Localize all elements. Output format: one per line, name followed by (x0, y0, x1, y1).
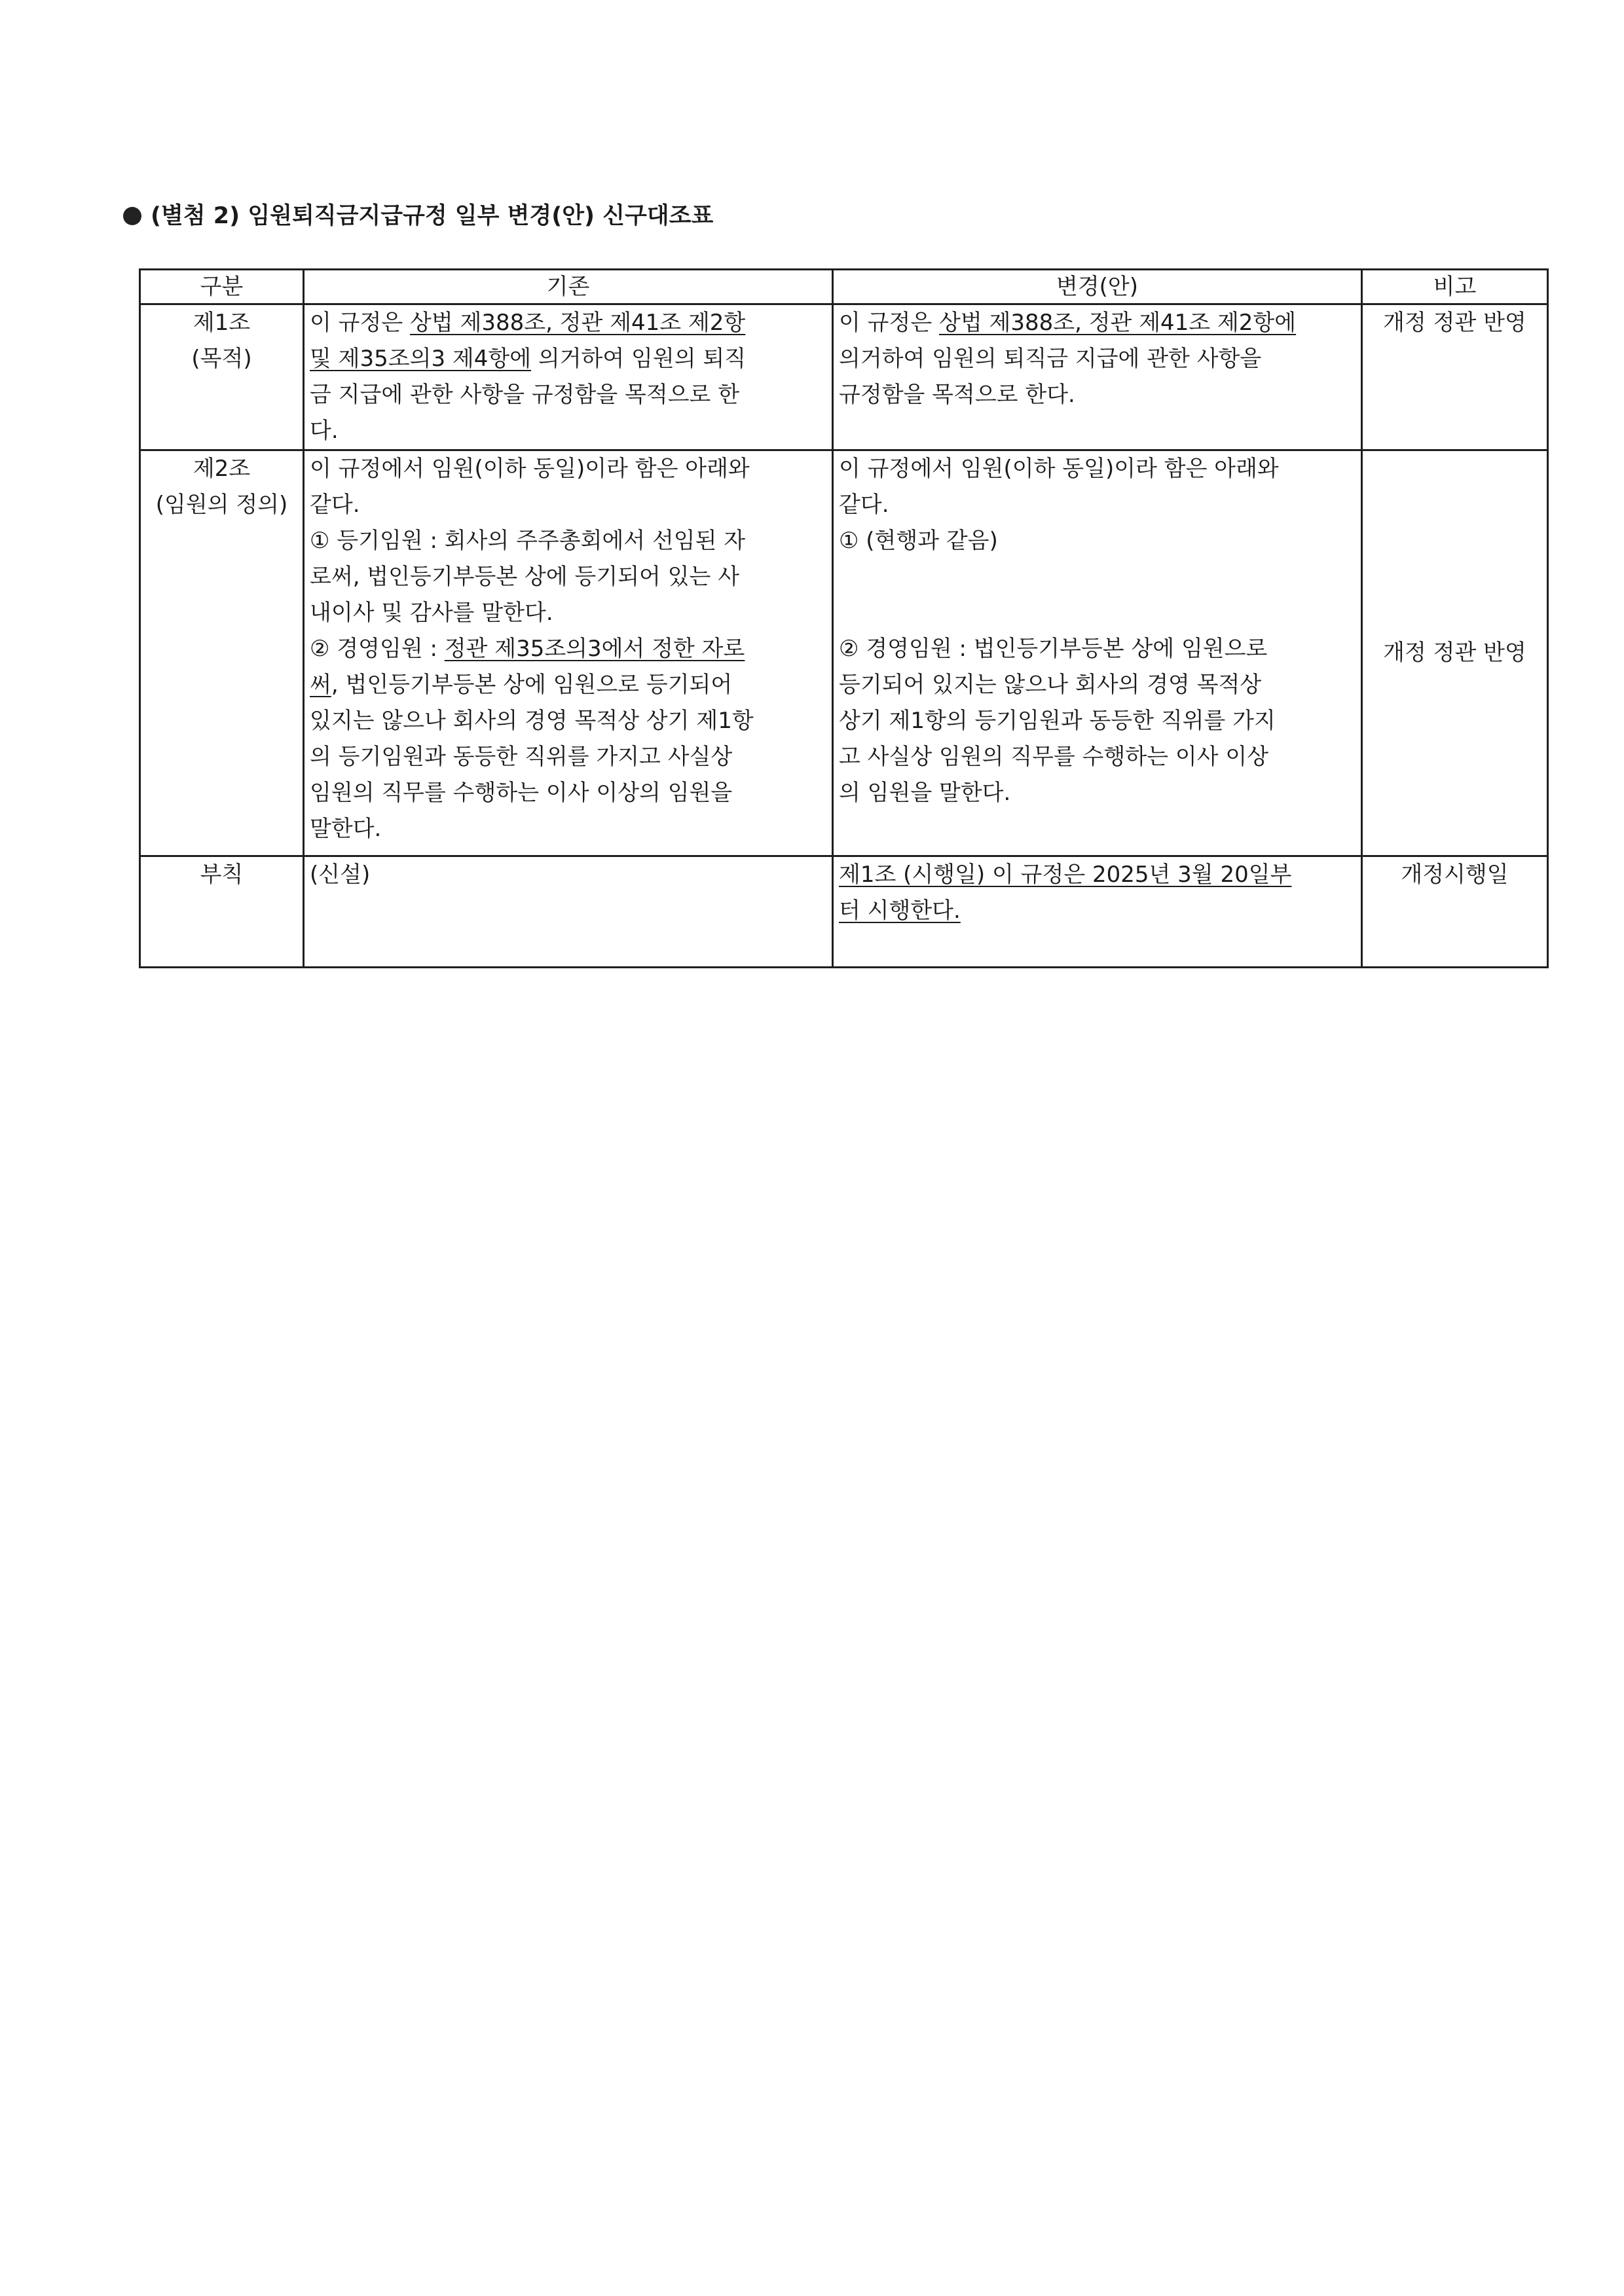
proposed-text-cell (833, 856, 1362, 968)
header-existing: 기존 (304, 270, 833, 304)
existing-line: (신설) (310, 862, 371, 888)
proposed-line: 고 사실상 임원의 직무를 수행하는 이사 이상 (839, 744, 1269, 770)
existing-line: 이 규정에서 임원(이하 동일)이라 함은 아래와 (310, 456, 750, 482)
underlined-text: 써 (310, 672, 331, 698)
underlined-text: 상법 제388조, 정관 제41조 제2항에 (939, 310, 1297, 336)
underlined-text: 정관 제35조의3에서 정한 자로 (444, 636, 745, 662)
existing-line: 있지는 않으나 회사의 경영 목적상 상기 제1항 (310, 708, 754, 734)
underlined-text: 제1조 (시행일) 이 규정은 2025년 3월 20일부 (839, 862, 1292, 888)
article-number: 제1조 (193, 310, 251, 336)
table-header-row (140, 270, 1548, 304)
row-category-cell (140, 450, 304, 856)
spacer (839, 595, 1356, 631)
existing-text-cell (304, 304, 833, 450)
text-run: 이 규정은 (839, 310, 939, 336)
addendum-label: 부칙 (200, 862, 244, 888)
table-row-article1 (140, 304, 1548, 450)
table-row-article2 (140, 450, 1548, 856)
existing-text-cell (304, 856, 833, 968)
underlined-text: 상법 제388조, 정관 제41조 제2항 (410, 310, 746, 336)
existing-line: 임원의 직무를 수행하는 이사 이상의 임원을 (310, 780, 733, 806)
underlined-text: 터 시행한다. (839, 898, 961, 924)
proposed-line: 의거하여 임원의 퇴직금 지급에 관한 사항을 (839, 346, 1262, 372)
table-row-addendum (140, 856, 1548, 968)
comparison-table (139, 268, 1549, 968)
header-note: 비고 (1362, 270, 1548, 304)
existing-line: 내이사 및 감사를 말한다. (310, 600, 553, 626)
existing-line: 의 등기임원과 동등한 직위를 가지고 사실상 (310, 744, 733, 770)
proposed-line: 규정함을 목적으로 한다. (839, 382, 1075, 408)
existing-line (310, 305, 826, 341)
page-title-text: (별첨 2) 임원퇴직금지급규정 일부 변경(안) 신구대조표 (151, 203, 714, 229)
proposed-line: 등기되어 있지는 않으나 회사의 경영 목적상 (839, 672, 1262, 698)
existing-text-cell (304, 450, 833, 856)
note-text: 개정 정관 반영 (1383, 640, 1526, 666)
underlined-text: 및 제35조의3 제4항에 (310, 346, 532, 372)
note-cell: 개정 정관 반영 (1362, 304, 1548, 450)
existing-line: 같다. (310, 492, 360, 518)
proposed-text-cell (833, 450, 1362, 856)
filled-circle-bullet-icon (123, 207, 141, 225)
row-category-cell (140, 304, 304, 450)
proposed-line: 같다. (839, 492, 889, 518)
existing-line: 로써, 법인등기부등본 상에 등기되어 있는 사 (310, 564, 740, 590)
text-run: ② 경영임원 : (310, 636, 445, 662)
proposed-line: 이 규정에서 임원(이하 동일)이라 함은 아래와 (839, 456, 1279, 482)
existing-line: 금 지급에 관한 사항을 규정함을 목적으로 한 (310, 382, 740, 408)
spacer (839, 559, 1356, 595)
article-title: (목적) (191, 346, 252, 372)
article-number: 제2조 (193, 456, 251, 482)
article-title: (임원의 정의) (155, 492, 288, 518)
existing-line (310, 667, 826, 703)
proposed-line: ① (현행과 같음) (839, 528, 998, 554)
existing-line: 말한다. (310, 816, 382, 842)
existing-line: ① 등기임원 : 회사의 주주총회에서 선임된 자 (310, 528, 746, 554)
proposed-line: 상기 제1항의 등기임원과 동등한 직위를 가지 (839, 708, 1276, 734)
text-run: , 법인등기부등본 상에 임원으로 등기되어 (331, 672, 733, 698)
proposed-line: ② 경영임원 : 법인등기부등본 상에 임원으로 (839, 636, 1268, 662)
note-cell (1362, 450, 1548, 856)
proposed-text-cell (833, 304, 1362, 450)
page-title (123, 196, 713, 236)
row-category-cell (140, 856, 304, 968)
note-cell: 개정시행일 (1362, 856, 1548, 968)
proposed-line (839, 305, 1356, 341)
existing-line (310, 341, 826, 377)
text-run: 의거하여 임원의 퇴직 (531, 346, 747, 372)
proposed-line: 의 임원을 말한다. (839, 780, 1011, 806)
text-run: 이 규정은 (310, 310, 410, 336)
existing-line (310, 631, 826, 667)
existing-line: 다. (310, 418, 339, 444)
header-proposed: 변경(안) (833, 270, 1362, 304)
header-category: 구분 (140, 270, 304, 304)
